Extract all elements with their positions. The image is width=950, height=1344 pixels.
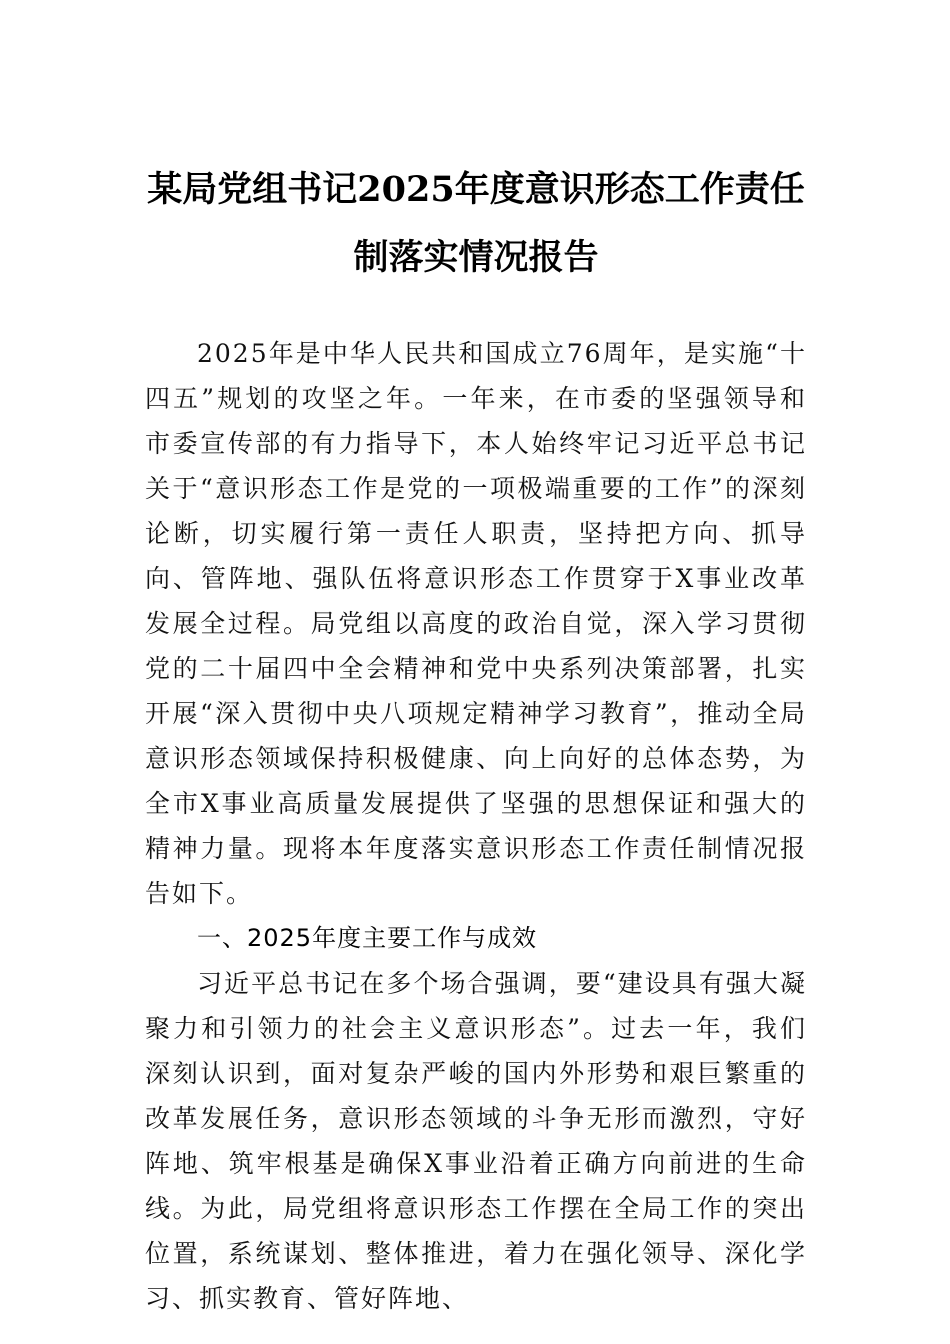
paragraph-intro: 2025年是中华人民共和国成立76周年，是实施“十四五”规划的攻坚之年。一年来，在市委的坚强领导和市委宣传部的有力指导下，本人始终牢记习近平总书记关于“意识形态工作是党的一项极端重要的工作”的深刻论断，切实履行第一责任人职责，坚持把方向、抓导向、管阵地、强队伍将意识形态工作贯穿于X事业改革发展全过程。局党组以高度的政治自觉，深入学习贯彻党的二十届四中全会精神和党中央系列决策部署，扎实开展“深入贯彻中央八项规定精神学习教育”，推动全局意识形态领域保持积极健康、向上向好的总体态势，为全市X事业高质量发展提供了坚强的思想保证和强大的精神力量。现将本年度落实意识形态工作责任制情况报告如下。 xyxy=(145,339,807,908)
paragraph-section-1: 习近平总书记在多个场合强调，要“建设具有强大凝聚力和引领力的社会主义意识形态”。过去一年，我们深刻认识到，面对复杂严峻的国内外形势和艰巨繁重的改革发展任务，意识形态领域的斗争无形而激烈，守好阵地、筑牢根基是确保X事业沿着正确方向前进的生命线。为此，局党组将意识形态工作摆在全局工作的突出位置，系统谋划、整体推进，着力在强化领导、深化学习、抓实教育、管好阵地、 xyxy=(145,969,807,1313)
section-heading-1: 一、2025年度主要工作与成效 xyxy=(197,924,538,952)
document-title-line-1: 某局党组书记2025年度意识形态工作责任 xyxy=(147,169,805,210)
document-title-line-2: 制落实情况报告 xyxy=(353,237,599,278)
document-body xyxy=(145,331,807,1321)
